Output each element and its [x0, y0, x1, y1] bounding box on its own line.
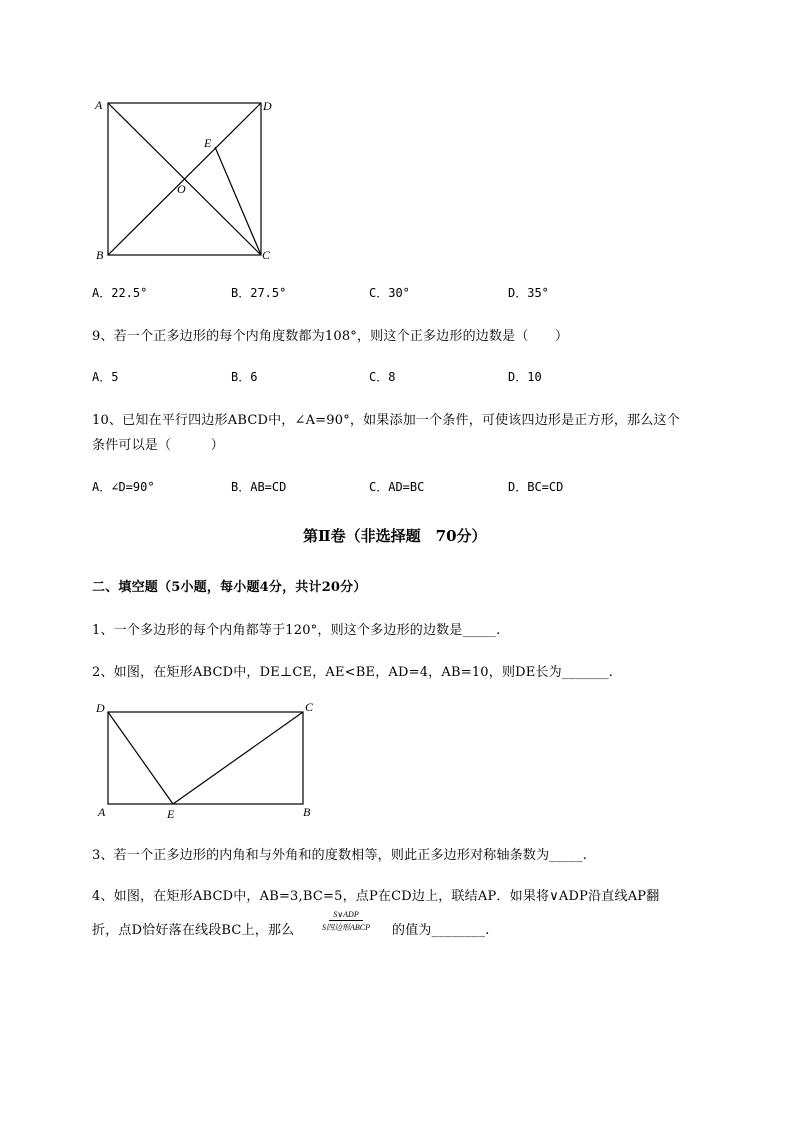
label-a: A	[95, 98, 103, 112]
fill-question-4-line2-pre: 折，点D恰好落在线段BC上，那么	[92, 923, 295, 938]
label-e: E	[167, 807, 175, 821]
fill-question-1: 1、一个多边形的每个内角都等于120°，则这个多边形的边数是_____.	[92, 623, 501, 638]
label-b: B	[96, 248, 104, 262]
rectangle-abcd	[108, 712, 303, 804]
fraction-numerator: S∨ADP	[329, 910, 362, 921]
q9-option-a: A．5	[92, 370, 119, 384]
label-c: C	[262, 248, 271, 262]
q8-option-c: C．30°	[369, 286, 410, 300]
fraction-denominator: S四边形ABCP	[322, 923, 370, 932]
fill-question-4-line2-post: 的值为________.	[392, 923, 490, 938]
label-b: B	[303, 805, 311, 819]
q9-option-d: D．10	[508, 370, 542, 384]
q8-option-a: A．22.5°	[92, 286, 148, 300]
q10-option-a: A．∠D=90°	[92, 480, 155, 494]
q8-option-d: D．35°	[508, 286, 549, 300]
label-d: D	[96, 701, 105, 715]
q8-option-b: B．27.5°	[231, 286, 287, 300]
q9-option-c: C．8	[369, 370, 396, 384]
fill-question-2: 2、如图，在矩形ABCD中，DE⊥CE，AE<BE，AD=4，AB=10，则DE长为_______.	[92, 665, 614, 680]
q10-option-b: B．AB=CD	[231, 480, 287, 494]
label-d: D	[263, 99, 272, 113]
area-ratio-fraction	[322, 910, 370, 933]
q10-option-d: D．BC=CD	[508, 480, 564, 494]
q10-text-line2: 条件可以是（ ）	[92, 438, 225, 453]
label-a: A	[98, 805, 106, 819]
label-c: C	[305, 700, 314, 714]
q9-text: 9、若一个正多边形的每个内角度数都为108°，则这个正多边形的边数是（ ）	[92, 329, 569, 344]
part2-title: 第Ⅱ卷（非选择题 70分）	[303, 527, 487, 545]
q10-text-line1: 10、已知在平行四边形ABCD中，∠A=90°，如果添加一个条件，可使该四边形是正方形，那么这个	[92, 413, 680, 428]
figure-square-diagonals	[90, 95, 280, 265]
section2-title: 二、填空题（5小题，每小题4分，共计20分）	[92, 580, 367, 595]
segment-de	[108, 712, 173, 804]
fill-question-3: 3、若一个正多边形的内角和与外角和的度数相等，则此正多边形对称轴条数为_____.	[92, 848, 588, 863]
q9-option-b: B．6	[231, 370, 258, 384]
figure-rectangle-dec	[90, 698, 320, 824]
label-o: O	[177, 182, 186, 196]
segment-ec	[173, 712, 303, 804]
label-e: E	[204, 136, 212, 150]
fill-question-4-line1: 4、如图，在矩形ABCD中，AB=3,BC=5，点P在CD边上，联结AP．如果将∨ADP沿直线AP翻	[92, 889, 660, 904]
q10-option-c: C．AD=BC	[369, 480, 425, 494]
segment-ec	[215, 147, 261, 255]
